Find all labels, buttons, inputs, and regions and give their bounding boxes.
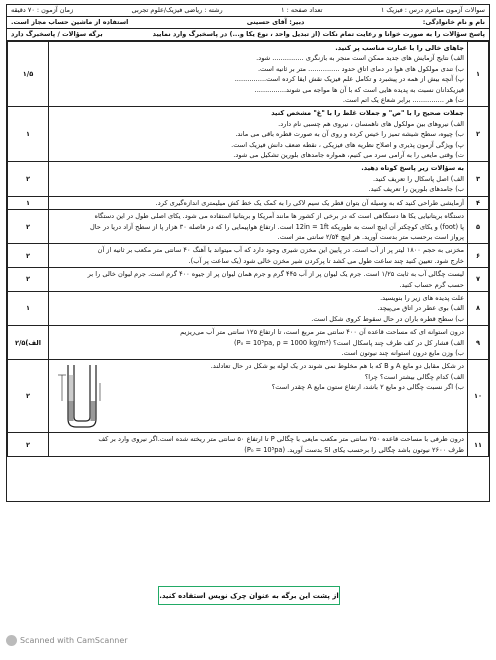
header-row-1 bbox=[7, 5, 489, 17]
question-line: حسب گرم حساب کنید. bbox=[399, 280, 464, 289]
scratch-note: از پشت این برگه به عنوان چرک نویس استفاده کنید. bbox=[159, 591, 339, 600]
question-line: درون استوانه ای که مساحت قاعده آن ۴۰۰ سانتی متر مربع است، تا ارتفاع ۱۲۵ سانتی متر آب می‌ریزیم bbox=[180, 328, 464, 337]
header-row-3 bbox=[7, 29, 489, 40]
question-line: ب) تندی مولکول های هوا در دمای اتاق حدود ............... متر بر ثانیه است. bbox=[257, 64, 464, 73]
question-line: پرواز است برحسب متر بدست آورید. هر اینچ ۲/۵۴ سانتی متر است. bbox=[277, 232, 464, 241]
header-instructions: پاسخ سؤالات را به صورت خوانا و رعایت تمام نکات (از تبدیل واحد ، نوع یکا و...) در پاسخبرگ وارد نمایید bbox=[152, 30, 485, 38]
question-number: ۷ bbox=[468, 268, 489, 292]
question-row bbox=[8, 433, 489, 457]
question-line: در شکل مقابل دو مایع A و B که با هم مخلوط نمی شوند در یک لوله یو شکل در حال تعادلند. bbox=[210, 362, 464, 371]
header-teacher: دبیر: آقای حسینی bbox=[246, 18, 305, 26]
header-field: رشته : ریاضی فیزیک/علوم تجربی bbox=[131, 6, 223, 14]
question-title: به سؤالات زیر پاسخ کوتاه دهید. bbox=[361, 164, 464, 173]
question-line: الف) بوی عطر در اتاق می‌پیچد. bbox=[377, 304, 464, 313]
question-line: الف) کدام چگالی بیشتر است؟ چرا؟ bbox=[364, 372, 464, 381]
question-line: ت) وقتی مایعی را به آرامی سرد می کنیم، همواره جامدهای بلورین تشکیل می شود. bbox=[233, 151, 464, 160]
question-body bbox=[49, 268, 468, 292]
question-score: ۲ bbox=[8, 433, 49, 457]
question-score: ۲ bbox=[8, 162, 49, 196]
question-score: ۲ bbox=[8, 210, 49, 244]
question-body bbox=[49, 162, 468, 196]
question-number: ۶ bbox=[468, 244, 489, 268]
question-line: الف) اصل پاسکال را تعریف کنید. bbox=[373, 174, 464, 183]
question-number: ۹ bbox=[468, 326, 489, 360]
question-body bbox=[49, 196, 468, 209]
question-body bbox=[49, 42, 468, 107]
question-line: ب) جامدهای بلورین را تعریف کنید. bbox=[368, 185, 464, 194]
question-score: ۱ bbox=[8, 107, 49, 162]
question-title: جاهای خالی را با عبارت مناسب پر کنید. bbox=[335, 44, 464, 52]
question-row bbox=[8, 42, 489, 107]
question-body bbox=[49, 433, 468, 457]
question-number: ۸ bbox=[468, 291, 489, 325]
question-line: الف) نیروهای بین مولکول های ناهمسان ، نیروی هم چسبی نام دارد. bbox=[278, 119, 464, 128]
question-score: ۲ bbox=[8, 360, 49, 433]
question-number: ۱۱ bbox=[468, 433, 489, 457]
question-line: ب) سطح قطره باران در حال سقوط کروی شکل است. bbox=[311, 314, 464, 323]
watermark-text: Scanned with CamScanner bbox=[20, 636, 128, 645]
question-body bbox=[49, 244, 468, 268]
question-line: ب) اگر نسبت چگالی دو مایع ۲ باشد، ارتفاع ستون مایع A چقدر است؟ bbox=[271, 383, 464, 392]
question-row bbox=[8, 196, 489, 209]
question-row bbox=[8, 268, 489, 292]
question-line: مخزنی به حجم ۱۸۰۰ لیتر پر از آب است. در پایین این مخزن شیری وجود دارد که آب میتواند با آهنگ ۴۰ سانتی متر مکعب بر ثانیه از آن bbox=[97, 246, 464, 255]
question-row bbox=[8, 210, 489, 244]
header-calculator-note: استفاده از ماشین حساب مجاز است. bbox=[11, 18, 129, 26]
question-body bbox=[49, 210, 468, 244]
question-body bbox=[49, 291, 468, 325]
question-line: پا (foot) و یکای کوچکتر آن اینچ است به طوریکه 12in = 1ft است. ارتفاع هواپیمایی را که در فاصله ۳۰ هزار پا از سطح آزاد دریا در حال bbox=[89, 222, 464, 231]
question-score: ۲ bbox=[8, 268, 49, 292]
question-title: علت پدیده های زیر را بنویسید. bbox=[380, 293, 464, 302]
question-line: درون ظرفی با مساحت قاعده ۲۵۰ سانتی متر مکعب مایعی با چگالی P تا ارتفاع ۵۰ سانتی متر ریخته شده است.اگر نیروی وارد بر کف bbox=[98, 435, 464, 444]
question-number: ۳ bbox=[468, 162, 489, 196]
question-title: جملات صحیح را با "ص" و جملات غلط را با "غ" مشخص کنید bbox=[271, 109, 464, 118]
question-number: ۱ bbox=[468, 42, 489, 107]
header-row-2 bbox=[7, 17, 489, 29]
question-line: الف) فشار کل در کف ظرف چند پاسکال است؟ (P₀ = 10⁵pa, ρ = 1000 kg/m³) bbox=[234, 338, 464, 347]
question-body bbox=[49, 360, 468, 433]
header-duration: زمان آزمون : ۷۰ دقیقه bbox=[11, 6, 74, 14]
question-number: ۵ bbox=[468, 210, 489, 244]
exam-header bbox=[7, 5, 489, 41]
question-number: ۴ bbox=[468, 196, 489, 209]
footer-space bbox=[7, 457, 489, 501]
question-line: ت) هر ............... برابر شعاع یک اتم است. bbox=[342, 96, 464, 105]
u-tube-diagram bbox=[54, 361, 112, 431]
question-line: لیست چگالی آب به ثابت ۱/۲۵ است. جرم یک لیوان پر از آب ۴۴۵ گرم و جرم همان لیوان پر از جیوه ۴۰۰ گرم است. جرم لیوان خالی را بر bbox=[87, 270, 464, 279]
exam-sheet bbox=[6, 4, 490, 502]
question-row bbox=[8, 162, 489, 196]
camscanner-logo-icon bbox=[6, 635, 17, 646]
header-student-name: نام و نام خانوادگی: bbox=[422, 18, 485, 26]
u-tube-icon bbox=[54, 361, 112, 431]
question-line: آزمایشی طراحی کنید که به وسیله آن بتوان قطر یک سیم لاکی را به کمک یک خط کش میلیمتری اندازه‌گیری کرد. bbox=[155, 198, 464, 207]
question-row bbox=[8, 360, 489, 433]
questions-table bbox=[7, 41, 489, 457]
question-line: پ) آنچه بیش از همه در پیشبرد و تکامل علم فیزیک نقش ایفا کرده است............... bbox=[234, 75, 464, 84]
question-line: ب) چیوه، سطح شیشه تمیز را خیس کرده و روی آن به صورت قطره باقی می ماند. bbox=[235, 130, 464, 139]
question-line: پ) ویژگی آزمون پذیری و اصلاح نظریه های فیزیکی ، نقطه ضعف دانش فیزیک است. bbox=[231, 140, 464, 149]
question-number: ۲ bbox=[468, 107, 489, 162]
header-subject: سوالات آزمون میانترم درس : فیزیک ۱ bbox=[380, 6, 485, 14]
question-number: ۱۰ bbox=[468, 360, 489, 433]
question-line: دستگاه بریتانیایی یکا ها دستگاهی است که در برخی از کشور ها مانند آمریکا و بریتانیا استفاده می شود. یکای اصلی طول در این دستگاه bbox=[94, 212, 464, 221]
question-line: الف) نتایج آزمایش های جدید ممکن است منجر به بازنگری ............... شود. bbox=[256, 54, 464, 63]
question-score: ۲ bbox=[8, 244, 49, 268]
question-row bbox=[8, 244, 489, 268]
question-line: خارج شود. تعیین کنید چند ساعت طول می کشد تا پرکردن شیر مخزن خالی شود (یک ساعت پر آب). bbox=[188, 256, 464, 265]
header-page-count: تعداد صفحه : ۱ bbox=[281, 6, 323, 14]
question-body bbox=[49, 326, 468, 360]
question-row bbox=[8, 326, 489, 360]
question-line: ب) وزن مایع درون استوانه چند نیوتون است. bbox=[341, 348, 464, 357]
question-score: الف)۲/۵ bbox=[8, 326, 49, 360]
question-score: ۱ bbox=[8, 196, 49, 209]
question-row bbox=[8, 107, 489, 162]
question-score: ۱/۵ bbox=[8, 42, 49, 107]
header-answer-sheet: برگه سؤالات / پاسخبرگ دارد bbox=[11, 30, 103, 38]
question-row bbox=[8, 291, 489, 325]
question-line: ظرف ۲۶۰۰ نیوتون باشد چگالی را برحسب یکای SI بدست آورید. (P₀ = 10⁵pa) bbox=[244, 445, 464, 454]
scratch-note-box bbox=[158, 586, 340, 605]
question-body bbox=[49, 107, 468, 162]
camscanner-watermark bbox=[6, 635, 128, 646]
question-line: فیزیکدانان نسبت به پدیده هایی است که با آن ها مواجه می شوند............... bbox=[254, 85, 464, 94]
question-score: ۱ bbox=[8, 291, 49, 325]
